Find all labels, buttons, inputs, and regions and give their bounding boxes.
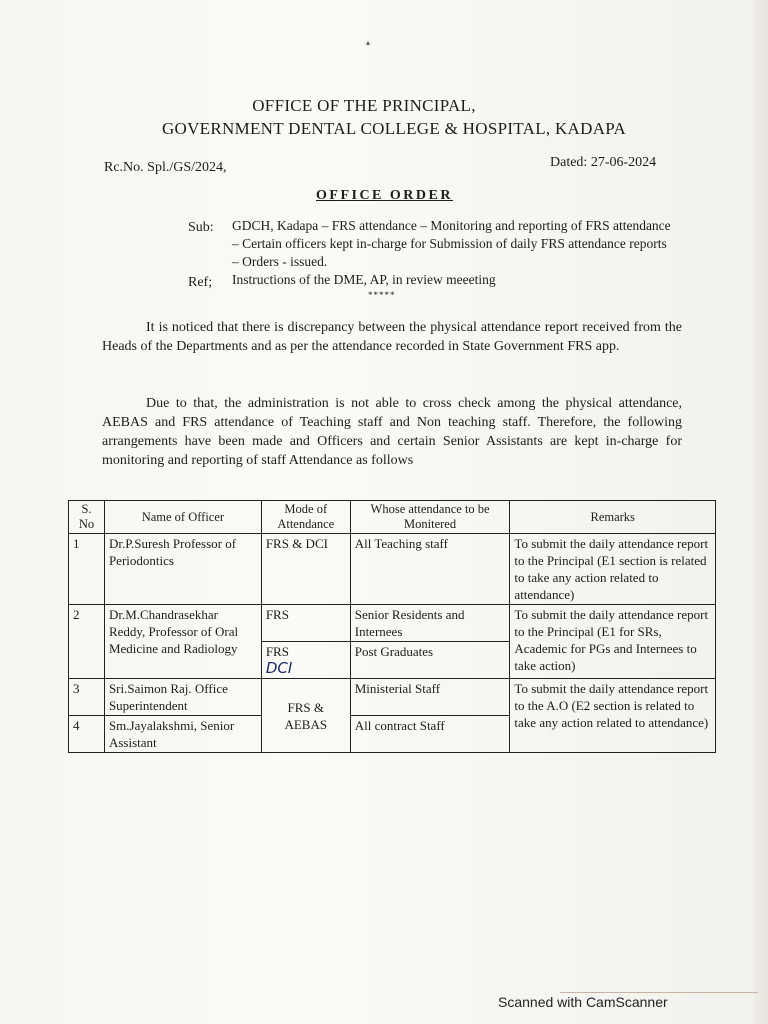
cell-whose: All contract Staff (350, 716, 510, 753)
scanner-watermark: Scanned with CamScanner (498, 994, 668, 1010)
cell-mode: FRS & DCI (261, 534, 350, 605)
paragraph-1: It is noticed that there is discrepancy between the physical attendance report received from the Heads of the Departments and as per the attendance recorded in State Government FRS app. (102, 320, 682, 354)
order-title: OFFICE ORDER (316, 188, 453, 203)
paragraph-2: Due to that, the administration is not able to cross check among the physical attendance, AEBAS and FRS attendance of Teaching staff and Non teaching staff. Therefore, the following arrangements have been made and Officers and certain Senior Assistants are kept in-charge for monitoring and reporting of staff Attendance as follows (102, 396, 682, 468)
cell-sno: 3 (69, 679, 105, 716)
cell-sno: 4 (69, 716, 105, 753)
header-name: Name of Officer (104, 501, 261, 534)
mode-text: FRS (265, 644, 289, 659)
cell-mode (261, 642, 350, 679)
table-header-row (69, 501, 716, 534)
attendance-table (68, 500, 716, 753)
cell-name: Dr.M.Chandrasekhar Reddy, Professor of Oral Medicine and Radiology (104, 605, 261, 679)
cell-whose: Post Graduates (350, 642, 510, 679)
cell-whose: Ministerial Staff (350, 679, 510, 716)
page-edge (754, 0, 768, 1024)
reference-number: Rc.No. Spl./GS/2024, (104, 160, 227, 175)
reference-label: Ref; (188, 275, 213, 290)
header-whose: Whose attendance to be Monitered (350, 501, 510, 534)
cell-sno: 1 (69, 534, 105, 605)
handwritten-annotation: DCI (265, 659, 293, 677)
cell-name: Sri.Saimon Raj. Office Superintendent (104, 679, 261, 716)
header-remarks: Remarks (510, 501, 716, 534)
date: Dated: 27-06-2024 (550, 155, 657, 170)
cell-mode: FRS & AEBAS (261, 679, 350, 753)
subject-label: Sub: (188, 220, 214, 235)
cell-remarks: To submit the daily attendance report to the Principal (E1 for SRs, Academic for PGs and Internees to take action) (510, 605, 716, 679)
separator-stars: ***** (368, 290, 396, 300)
office-heading-line2: GOVERNMENT DENTAL COLLEGE & HOSPITAL, KADAPA (161, 119, 627, 138)
header-sno: S. No (69, 501, 105, 534)
office-heading-line1: OFFICE OF THE PRINCIPAL, (252, 96, 476, 115)
subject-text: GDCH, Kadapa – FRS attendance – Monitoring and reporting of FRS attendance – Certain officers kept in-charge for Submission of daily FRS attendance reports – Orders - issued. (232, 218, 671, 269)
table-row (69, 534, 716, 605)
cell-whose: Senior Residents and Internees (350, 605, 510, 642)
cell-remarks: To submit the daily attendance report to the Principal (E1 section is related to take any action related to attendance) (510, 534, 716, 605)
scan-speck: ▴ (366, 38, 371, 47)
reference-text: Instructions of the DME, AP, in review meeeting (232, 272, 496, 287)
cell-remarks: To submit the daily attendance report to the A.O (E2 section is related to take any action related to attendance) (510, 679, 716, 753)
table-row (69, 605, 716, 642)
cell-sno: 2 (69, 605, 105, 679)
cell-name: Sm.Jayalakshmi, Senior Assistant (104, 716, 261, 753)
table-row (69, 679, 716, 716)
cell-mode: FRS (261, 605, 350, 642)
cell-whose: All Teaching staff (350, 534, 510, 605)
cell-name: Dr.P.Suresh Professor of Periodontics (104, 534, 261, 605)
footer-divider (560, 992, 758, 993)
header-mode: Mode of Attendance (261, 501, 350, 534)
